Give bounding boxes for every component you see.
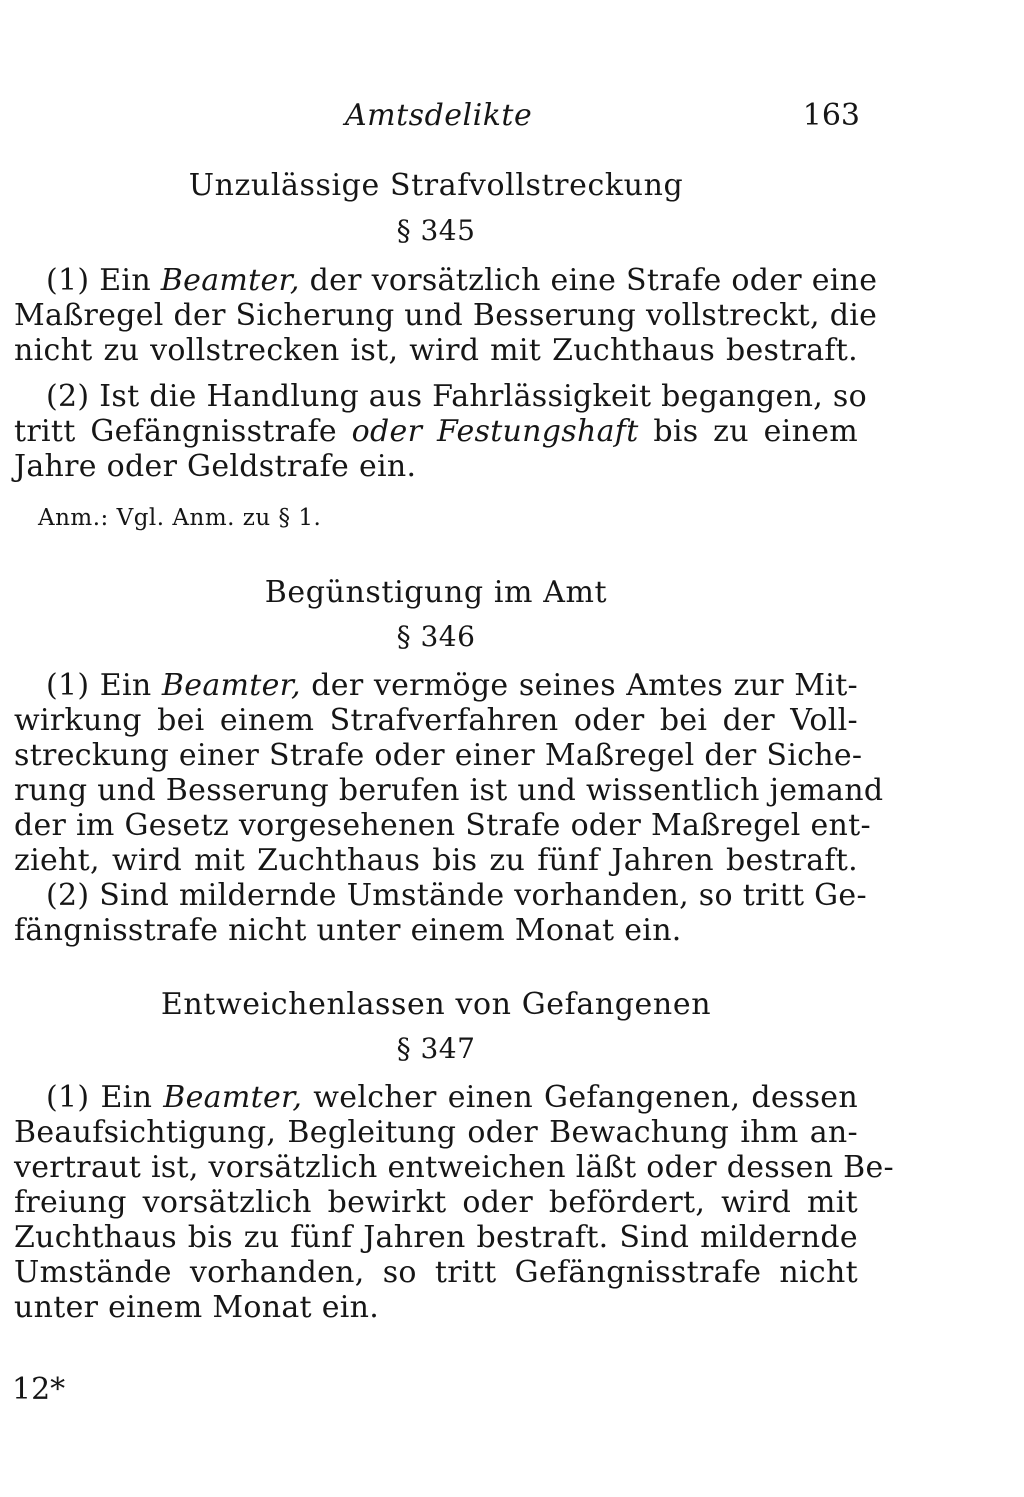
text-line: (1) Ein Beamter, der vorsätzlich eine Strafe oder eine — [46, 263, 878, 298]
emphasis: Beamter, — [160, 263, 300, 298]
section-title-345: Unzulässige Strafvollstreckung — [188, 168, 684, 203]
text-line: (2) Sind mildernde Umstände vorhanden, so tritt Ge- — [46, 878, 867, 913]
text-line: wirkung bei einem Strafverfahren oder bei der Voll- — [14, 703, 858, 738]
emphasis: oder Festungshaft — [351, 414, 639, 449]
paragraph-number-347: § 347 — [396, 1032, 476, 1065]
text-line: (1) Ein Beamter, der vermöge seines Amtes zur Mit- — [46, 668, 858, 703]
paragraph-345-2 — [14, 379, 867, 484]
text-line: freiung vorsätzlich bewirkt oder befördert, wird mit — [14, 1185, 858, 1220]
text-line: streckung einer Strafe oder einer Maßregel der Siche- — [14, 738, 863, 773]
text-line: der im Gesetz vorgesehenen Strafe oder Maßregel ent- — [14, 808, 871, 843]
text-line: Jahre oder Geldstrafe ein. — [14, 449, 417, 484]
paragraph-345-1 — [14, 263, 878, 368]
text-line: rung und Besserung berufen ist und wissentlich jemand — [14, 773, 884, 808]
text-line: (1) Ein Beamter, welcher einen Gefangenen, dessen — [46, 1080, 858, 1115]
running-title: Amtsdelikte — [345, 98, 533, 133]
text-line: fängnisstrafe nicht unter einem Monat ein. — [14, 913, 682, 948]
section-title-347: Entweichenlassen von Gefangenen — [160, 987, 712, 1022]
page-number: 163 — [802, 98, 860, 133]
text-line: Umstände vorhanden, so tritt Gefängnisstrafe nicht — [14, 1255, 858, 1290]
signature-mark: 12* — [12, 1372, 66, 1407]
paragraph-346-1 — [14, 668, 884, 878]
text-line: (2) Ist die Handlung aus Fahrlässigkeit begangen, so — [46, 379, 867, 414]
page-header — [0, 98, 1024, 138]
text-line: vertraut ist, vorsätzlich entweichen läßt oder dessen Be- — [14, 1150, 894, 1185]
text-line: unter einem Monat ein. — [14, 1290, 380, 1325]
section-title-346: Begünstigung im Amt — [264, 575, 608, 610]
text-line: nicht zu vollstrecken ist, wird mit Zuchthaus bestraft. — [14, 333, 858, 368]
text-line: tritt Gefängnisstrafe oder Festungshaft bis zu einem — [14, 414, 858, 449]
annotation-note: Anm.: Vgl. Anm. zu § 1. — [38, 505, 322, 531]
emphasis: Beamter, — [161, 668, 301, 703]
emphasis: Beamter, — [163, 1080, 303, 1115]
paragraph-number-346: § 346 — [396, 620, 476, 653]
text-line: Zuchthaus bis zu fünf Jahren bestraft. Sind mildernde — [14, 1220, 858, 1255]
paragraph-346-2 — [14, 878, 867, 948]
text-line: zieht, wird mit Zuchthaus bis zu fünf Jahren bestraft. — [14, 843, 858, 878]
text-line: Beaufsichtigung, Begleitung oder Bewachung ihm an- — [14, 1115, 858, 1150]
text-line: Maßregel der Sicherung und Besserung vollstreckt, die — [14, 298, 878, 333]
paragraph-347-1 — [14, 1080, 894, 1325]
paragraph-number-345: § 345 — [396, 214, 476, 247]
